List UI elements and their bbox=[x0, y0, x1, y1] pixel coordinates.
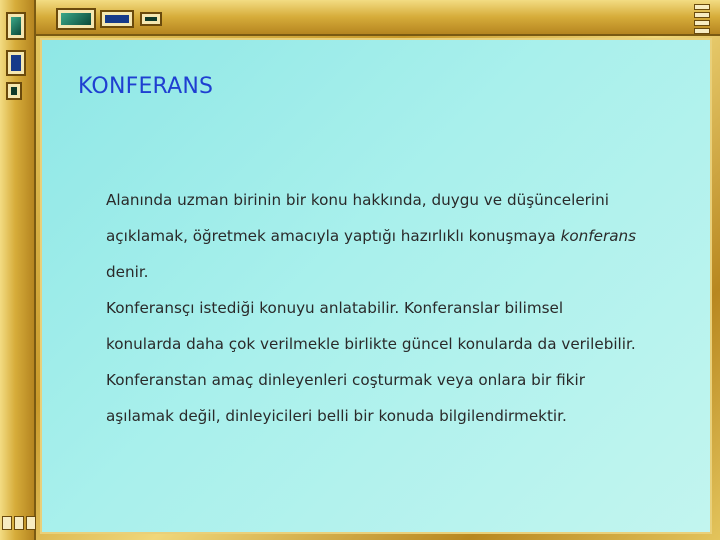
body-line: Konferanstan amaç dinleyenleri coşturmak veya onlara bir fikir bbox=[106, 371, 585, 389]
body-line: konularda daha çok verilmekle birlikte güncel konularda da verilebilir. bbox=[106, 335, 636, 353]
slide-body bbox=[106, 182, 706, 434]
body-line: Alanında uzman birinin bir konu hakkında, duygu ve düşüncelerini bbox=[106, 191, 609, 209]
body-line: denir. bbox=[106, 263, 149, 281]
slide-title: KONFERANS bbox=[78, 74, 214, 99]
dark-square-icon bbox=[6, 82, 22, 100]
corner-grid-icon bbox=[694, 4, 710, 34]
green-panel-icon bbox=[140, 12, 162, 26]
body-line: Konferansçı istediği konuyu anlatabilir. Konferanslar bilimsel bbox=[106, 299, 564, 317]
body-line: aşılamak değil, dinleyicileri belli bir konuda bilgilendirmektir. bbox=[106, 407, 567, 425]
bottom-ornament-icon bbox=[2, 516, 36, 530]
blue-square-icon bbox=[6, 50, 26, 76]
blue-panel-icon bbox=[100, 10, 134, 28]
green-square-icon bbox=[6, 12, 26, 40]
body-line: açıklamak, öğretmek amacıyla yaptığı hazırlıklı konuşmaya konferans bbox=[106, 227, 637, 245]
top-ornament-bar bbox=[36, 0, 720, 36]
picture-frame-icon bbox=[56, 8, 96, 30]
left-ornament-bar bbox=[0, 0, 36, 540]
emphasized-term: konferans bbox=[560, 227, 637, 245]
